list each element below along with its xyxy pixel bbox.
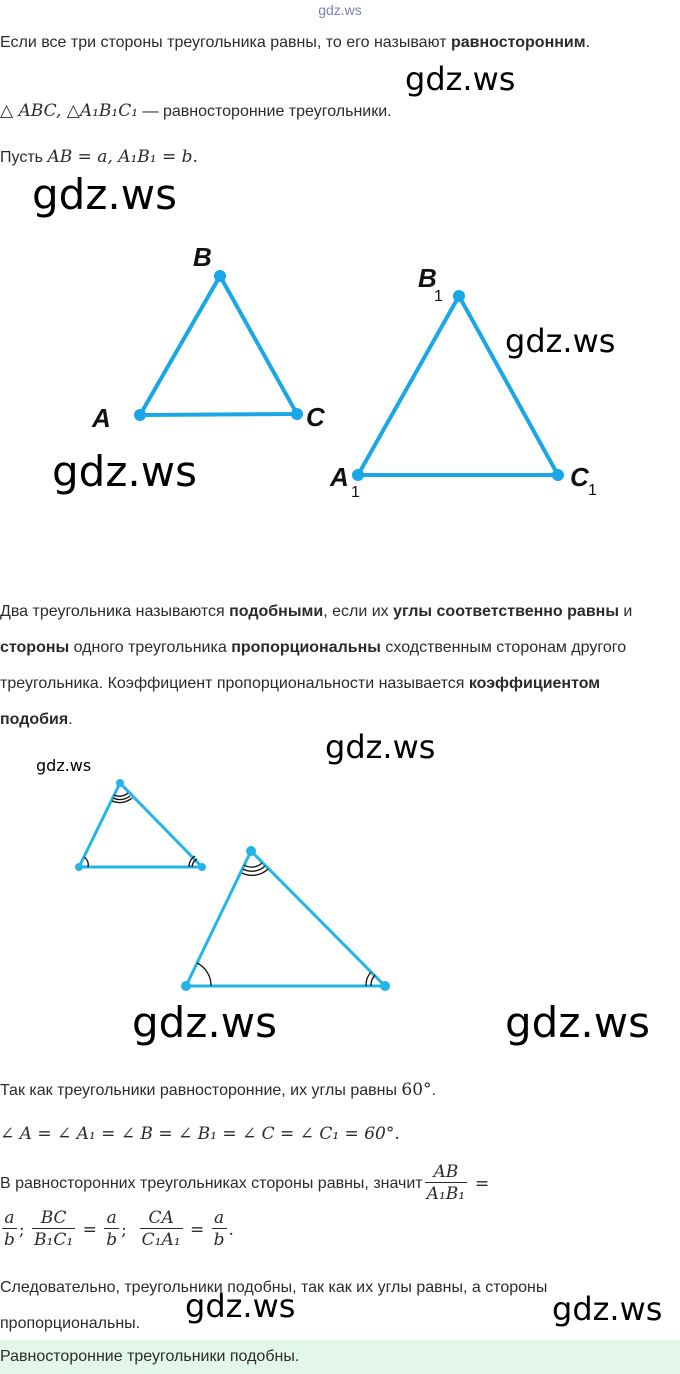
given-math: △ ABC, △A₁B₁C₁ (0, 101, 139, 121)
large-vertex (181, 981, 191, 991)
triangle-abc (140, 276, 297, 415)
ratio-a-b (212, 1208, 227, 1251)
equals-sign: = (77, 1219, 103, 1240)
watermark: gdz.ws (505, 998, 650, 1047)
angle-marks (84, 793, 375, 986)
ratios-line (0, 1208, 234, 1251)
ratio-bc (32, 1208, 75, 1251)
watermark: gdz.ws (32, 170, 177, 219)
separator: ; (121, 1219, 138, 1240)
ratio-a-b (104, 1208, 119, 1251)
given-line (0, 101, 392, 121)
label-c: C (306, 402, 325, 432)
ratio-numerator: AB (425, 1162, 467, 1183)
ratio-numerator: a (104, 1208, 119, 1229)
ratio-a-b (2, 1208, 17, 1251)
angles-sentence: Так как треугольники равносторонние, их углы равны (0, 1082, 402, 1099)
label-b: B (193, 242, 212, 272)
similar-text: . (68, 711, 73, 728)
similar-text: , если их (323, 603, 394, 620)
given-text: — равносторонние треугольники. (138, 103, 392, 120)
equilateral-definition (0, 34, 590, 52)
ratio-numerator: a (2, 1208, 17, 1229)
subscript-c1: 1 (588, 482, 597, 499)
watermark: gdz.ws (36, 756, 92, 775)
equals-sign: = (184, 1219, 210, 1240)
large-triangle (186, 851, 385, 986)
subscript-b1: 1 (434, 288, 443, 305)
label-a1: A (330, 462, 349, 492)
watermark: gdz.ws (132, 998, 277, 1047)
large-vertex (246, 846, 256, 856)
term-sides: стороны (0, 639, 70, 656)
watermark: gdz.ws (52, 447, 197, 496)
ratio-ca (140, 1208, 183, 1251)
vertex-a1 (352, 469, 364, 481)
label-c1: C (570, 462, 589, 492)
ratio-denominator: b (4, 1230, 15, 1250)
equals-sign: = (475, 1173, 490, 1194)
term-similar: подобными (229, 603, 324, 620)
let-math: AB = a, A₁B₁ = b. (47, 147, 198, 167)
period: . (228, 1219, 234, 1240)
let-text: Пусть (0, 149, 48, 166)
large-vertex (380, 981, 390, 991)
similar-triangles-figure (0, 770, 680, 1000)
watermark: gdz.ws (325, 728, 436, 766)
sides-line (0, 1162, 489, 1205)
label-b1: B (418, 263, 437, 293)
term-proportional: пропорциональны (231, 639, 381, 656)
angles-text (0, 1080, 436, 1100)
answer-text: Равносторонние треугольники подобны. (0, 1348, 300, 1365)
separator: ; (18, 1219, 31, 1240)
angle-value: 60° (401, 1080, 432, 1100)
ratio-numerator: BC (32, 1208, 75, 1229)
vertex-c (291, 408, 303, 420)
conclusion: Следовательно, треугольники подобны, так как их углы равны, а стороны пропорциональны. (0, 1279, 548, 1332)
ratio-denominator: b (213, 1230, 225, 1250)
ratio-numerator: a (212, 1208, 227, 1229)
subscript-a1: 1 (351, 484, 360, 501)
sides-text: В равносторонних треугольниках стороны равны, значит (0, 1174, 423, 1192)
vertex-c1 (552, 469, 564, 481)
watermark: gdz.ws (185, 1287, 296, 1325)
top-watermark: gdz.ws (318, 2, 362, 18)
angles-sentence-end: . (431, 1082, 436, 1099)
ratio-denominator: C₁A₁ (141, 1230, 181, 1250)
vertex-b1 (453, 290, 465, 302)
similar-definition (0, 594, 640, 738)
similar-text: и (618, 603, 633, 620)
small-vertex (116, 779, 124, 787)
answer-box (0, 1340, 680, 1374)
ratio-ab (425, 1162, 467, 1205)
definition-text: Если все три стороны треугольника равны, то его называют (0, 34, 451, 51)
vertex-b (214, 270, 226, 282)
ratio-denominator: b (106, 1230, 118, 1250)
term-equilateral: равносторонним (451, 34, 586, 51)
similar-text: одного треугольника (69, 639, 232, 656)
watermark: gdz.ws (552, 1290, 663, 1328)
similar-text: сходственным сторонам другого треугольника. Коэффициент пропорциональности называется (0, 639, 627, 692)
let-line (0, 147, 198, 167)
ratio-denominator: B₁C₁ (34, 1230, 74, 1250)
ratio-denominator: A₁B₁ (426, 1184, 466, 1204)
watermark: gdz.ws (405, 60, 516, 98)
term-similarity-coefficient: коэффициентом подобия (0, 675, 601, 728)
small-triangle (79, 783, 202, 867)
term-angles-equal: углы соответственно равны (393, 603, 619, 620)
small-vertex (198, 863, 206, 871)
label-a: A (92, 403, 111, 433)
watermark: gdz.ws (505, 322, 616, 360)
ratio-numerator: CA (140, 1208, 183, 1229)
small-vertex (75, 863, 83, 871)
definition-end: . (585, 34, 591, 51)
similar-text: Два треугольника называются (0, 603, 230, 620)
vertex-a (134, 409, 146, 421)
angles-equation: ∠ A = ∠ A₁ = ∠ B = ∠ B₁ = ∠ C = ∠ C₁ = 60°. (0, 1124, 400, 1144)
